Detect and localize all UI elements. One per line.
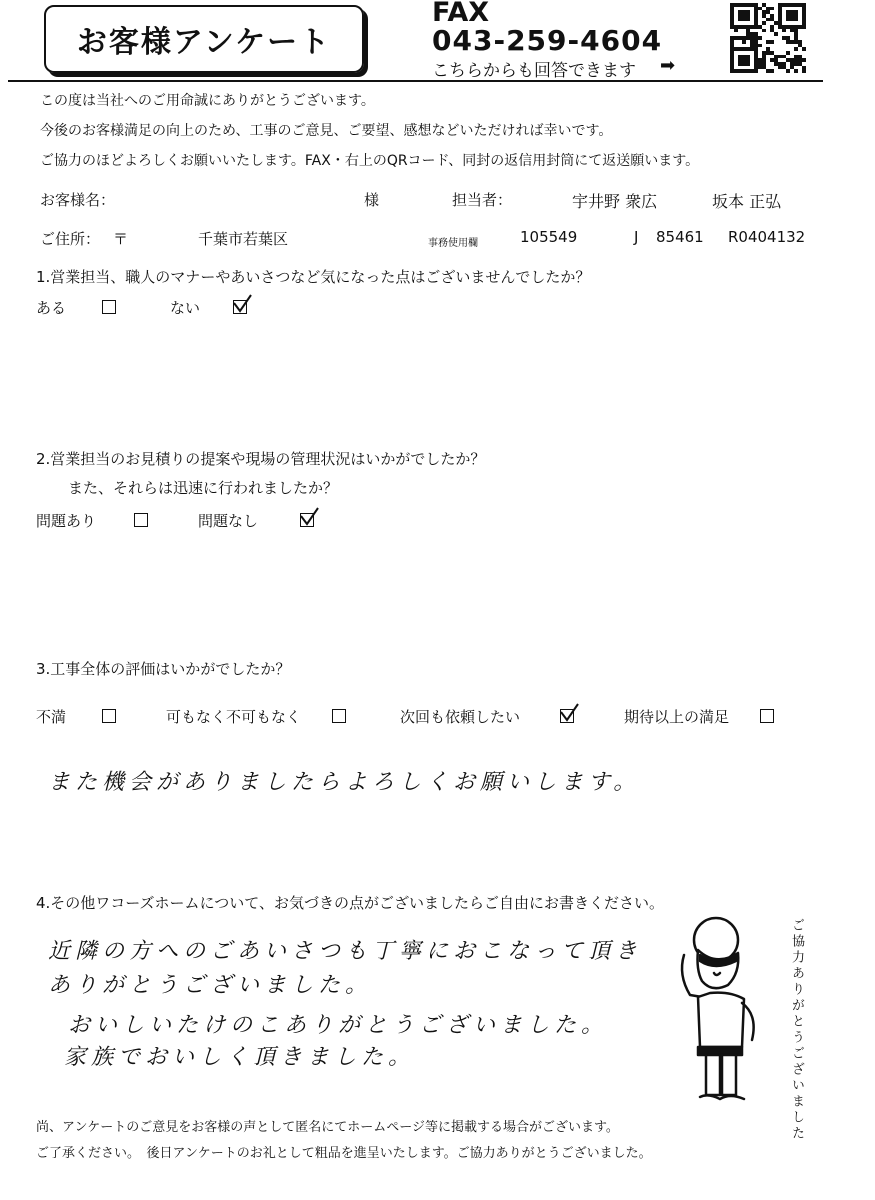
q1-checkbox-2-checked[interactable] xyxy=(233,300,247,314)
q4-handwritten-line-2: ありがとうございました。 xyxy=(48,973,373,998)
survey-title: お客様アンケート xyxy=(44,5,364,73)
footer-line-2: ご了承ください。 後日アンケートのお礼として粗品を進呈いたします。ご協力ありがとうございました。 xyxy=(36,1146,652,1161)
intro-line-3: ご協力のほどよろしくお願いいたします。FAX・右上のQRコード、同封の返信用封筒にて返送願います。 xyxy=(40,153,700,169)
q4-handwritten-line-3: おいしいたけのこありがとうございました。 xyxy=(68,1013,609,1038)
q1-option-label-1: ある xyxy=(36,299,67,317)
header-divider xyxy=(8,80,823,82)
intro-line-2: 今後のお客様満足の向上のため、工事のご意見、ご要望、感想などいただければ幸いです。 xyxy=(40,123,613,139)
intro-line-1: この度は当社へのご用命誠にありがとうございます。 xyxy=(40,93,375,109)
office-use-label: 事務使用欄 xyxy=(428,238,478,249)
q3-option-label-4: 期待以上の満足 xyxy=(624,708,730,726)
address-label: ご住所： xyxy=(40,230,101,248)
staff-name-2: 坂本 正弘 xyxy=(712,192,782,211)
customer-name-label: お客様名： xyxy=(40,191,116,209)
fax-label: FAX xyxy=(432,0,490,28)
q4-handwritten-line-4: 家族でおいしく頂きました。 xyxy=(64,1045,416,1070)
q3-checkbox-1[interactable] xyxy=(102,709,116,723)
question-2-line-2: また、それらは迅速に行われましたか？ xyxy=(68,479,339,497)
qr-code-icon[interactable] xyxy=(730,3,806,73)
honorific: 様 xyxy=(364,191,380,209)
q1-option-label-2: ない xyxy=(170,299,201,317)
office-code-3: 85461 xyxy=(656,228,704,246)
q3-checkbox-2[interactable] xyxy=(332,709,346,723)
q3-checkbox-4[interactable] xyxy=(760,709,774,723)
postal-mark: 〒 xyxy=(113,230,129,248)
office-code-2: J xyxy=(634,228,639,246)
question-2: 2.営業担当のお見積りの提案や現場の管理状況はいかがでしたか？ xyxy=(36,450,486,468)
staff-name-1: 宇井野 衆広 xyxy=(572,192,658,211)
footer-line-1: 尚、アンケートのご意見をお客様の声として匿名にてホームページ等に掲載する場合がございます。 xyxy=(36,1120,619,1135)
q2-checkbox-2-checked[interactable] xyxy=(300,513,314,527)
q3-option-label-3: 次回も依頼したい xyxy=(400,708,521,726)
q1-checkbox-1[interactable] xyxy=(102,300,116,314)
staff-label: 担当者： xyxy=(452,191,513,209)
q2-option-label-1: 問題あり xyxy=(36,512,97,530)
q3-option-label-2: 可もなく不可もなく xyxy=(166,708,302,726)
address-value: 千葉市若葉区 xyxy=(198,230,289,248)
office-code-1: 105549 xyxy=(520,228,578,246)
bowing-person-illustration xyxy=(670,915,780,1115)
office-code-4: R0404132 xyxy=(728,228,806,246)
q3-handwritten-comment: また機会がありましたらよろしくお願いします。 xyxy=(48,770,641,795)
arrow-right-icon: ➡ xyxy=(660,55,676,76)
q3-checkbox-3-checked[interactable] xyxy=(560,709,574,723)
q2-checkbox-1[interactable] xyxy=(134,513,148,527)
question-1: 1.営業担当、職人のマナーやあいさつなど気になった点はございませんでしたか？ xyxy=(36,268,591,286)
question-3: 3.工事全体の評価はいかがでしたか？ xyxy=(36,660,291,678)
q4-handwritten-line-1: 近隣の方へのごあいさつも丁寧におこなって頂き xyxy=(48,939,643,964)
thanks-vertical-text: ご協力ありがとうございました xyxy=(789,918,804,1142)
qr-note: こちらからも回答できます xyxy=(432,61,636,81)
q2-option-label-2: 問題なし xyxy=(198,512,259,530)
fax-number: 043-259-4604 xyxy=(432,24,663,57)
q3-option-label-1: 不満 xyxy=(36,708,67,726)
question-4: 4.その他ワコーズホームについて、お気づきの点がございましたらご自由にお書きください。 xyxy=(36,894,664,912)
